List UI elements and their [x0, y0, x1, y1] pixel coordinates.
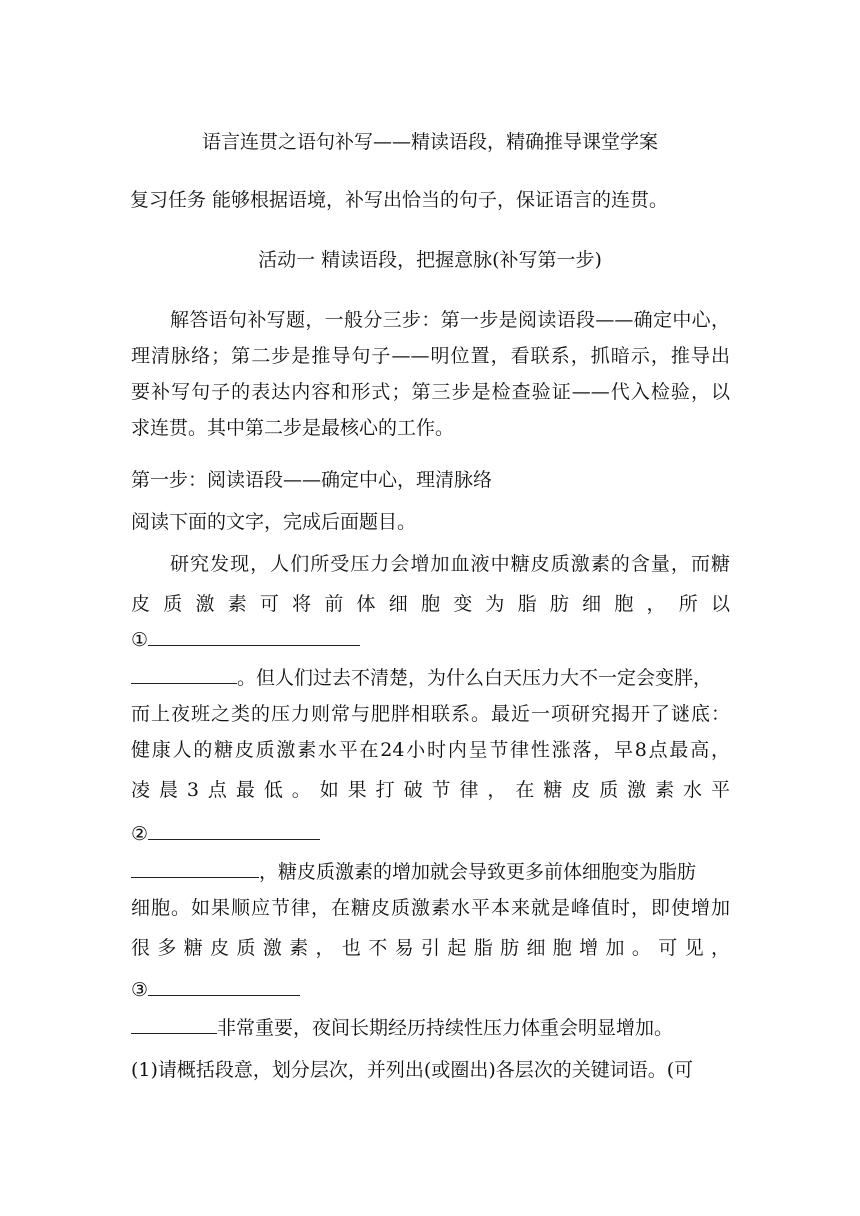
passage-line-4-text: 。但人们过去不清楚，为什么白天压力大不一定会变胖，: [237, 667, 713, 689]
passage-line-9-text: ，糖皮质激素的增加就会导致更多前体细胞变为脂肪: [259, 861, 697, 883]
blank-1-field[interactable]: [148, 629, 360, 646]
passage-line-5: 而上夜班之类的压力则常与肥胖相联系。最近一项研究揭开了谜底：: [131, 703, 730, 725]
passage-line-11: 很多糖皮质激素，也不易引起脂肪细胞增加。可见，: [131, 937, 730, 959]
passage-line-9: [131, 860, 730, 884]
intro-line-2: 理清脉络；第二步是推导句子——明位置，看联系，抓暗示，推导出: [131, 345, 730, 367]
intro-line-1: 解答语句补写题，一般分三步：第一步是阅读语段——确定中心，: [170, 309, 730, 331]
passage-line-13: [131, 1016, 730, 1040]
blank-3-continuation[interactable]: [131, 1017, 217, 1034]
activity-heading: 活动一 精读语段，把握意脉(补写第一步): [258, 249, 602, 271]
blank-2-continuation[interactable]: [131, 861, 259, 878]
step-one-heading: 第一步：阅读语段——确定中心，理清脉络: [131, 469, 493, 491]
blank-3-line: [131, 978, 730, 1002]
document-title: 语言连贯之语句补写——精读语段，精确推导课堂学案: [201, 131, 658, 153]
passage-line-4: [131, 666, 730, 690]
blank-3-field[interactable]: [148, 979, 300, 996]
blank-1-marker: ①: [131, 629, 149, 651]
passage-line-1: 研究发现，人们所受压力会增加血液中糖皮质激素的含量，而糖: [170, 553, 730, 575]
passage-line-7: 凌晨3点最低。如果打破节律，在糖皮质激素水平: [131, 779, 730, 801]
intro-line-4: 求连贯。其中第二步是最核心的工作。: [131, 417, 455, 439]
passage-line-6: 健康人的糖皮质激素水平在24小时内呈节律性涨落，早8点最高，: [131, 739, 730, 761]
question-1: (1)请概括段意，划分层次，并列出(或圈出)各层次的关键词语。(可: [131, 1059, 694, 1081]
blank-2-field[interactable]: [148, 823, 320, 840]
blank-2-marker: ②: [131, 823, 149, 845]
blank-1-line: [131, 628, 730, 652]
passage-line-13-text: 非常重要，夜间长期经历持续性压力体重会明显增加。: [217, 1017, 674, 1039]
blank-2-line: [131, 822, 730, 846]
blank-3-marker: ③: [131, 979, 149, 1001]
review-task: 复习任务 能够根据语境，补写出恰当的句子，保证语言的连贯。: [130, 189, 669, 211]
passage-line-2: 皮质激素可将前体细胞变为脂肪细胞，所以: [131, 593, 730, 615]
passage-line-10: 细胞。如果顺应节律，在糖皮质激素水平本来就是峰值时，即使增加: [131, 897, 730, 919]
intro-line-3: 要补写句子的表达内容和形式；第三步是检查验证——代入检验，以: [131, 381, 730, 403]
blank-1-continuation[interactable]: [131, 667, 237, 684]
reading-instruction: 阅读下面的文字，完成后面题目。: [131, 511, 417, 533]
